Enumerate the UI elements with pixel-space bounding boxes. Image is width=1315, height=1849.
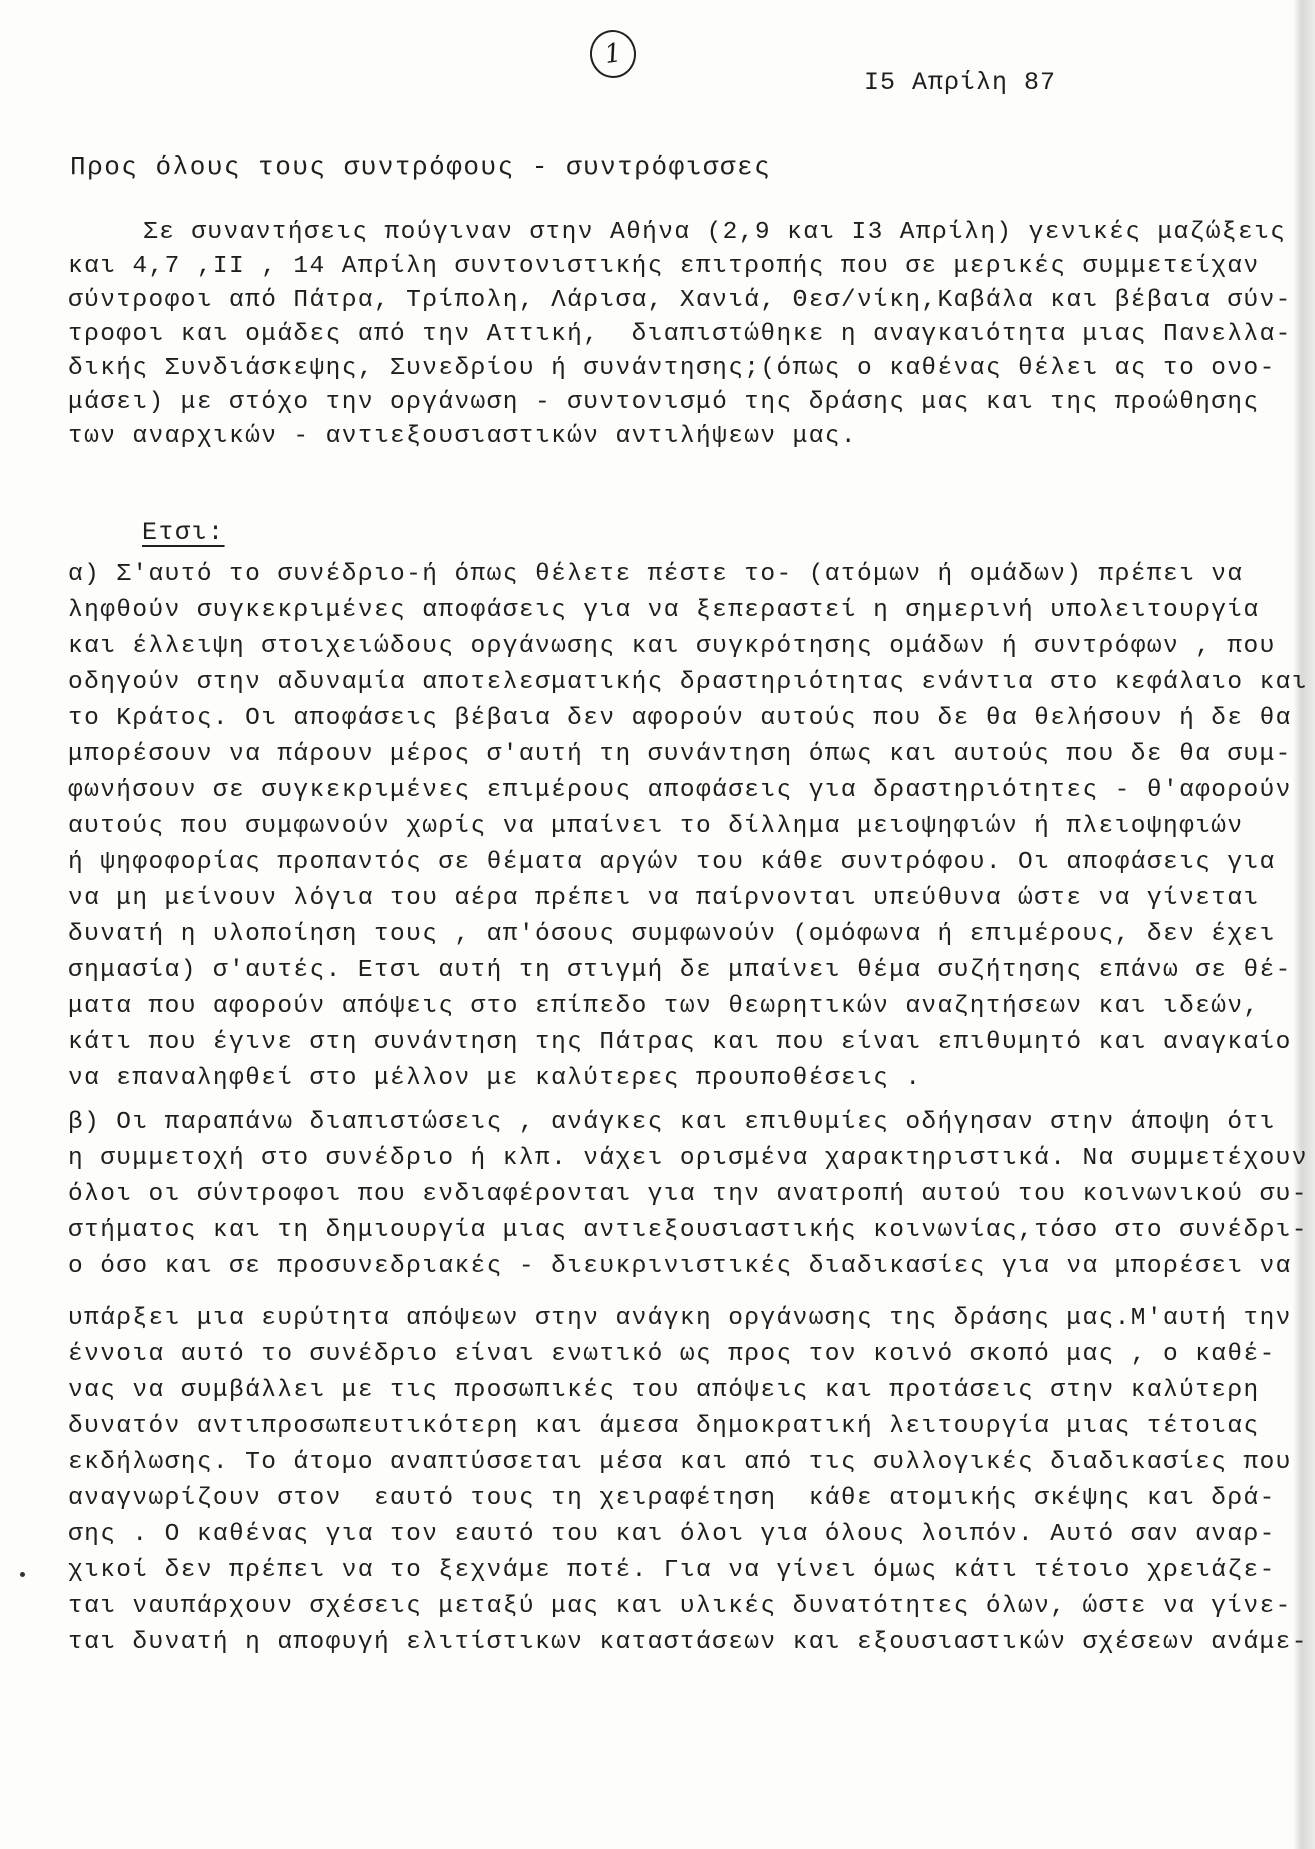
section-b-line: αναγνωρίζουν στον εαυτό τους τη χειραφέτηση κάθε ατομικής σκέψης και δρά- <box>68 1485 1276 1512</box>
section-a-line: αυτούς που συμφωνούν χωρίς να μπαίνει το δίλλημα μειοψηφιών ή πλειοψηφιών <box>68 813 1244 840</box>
section-b-line: ται δυνατή η αποφυγή ελιτίστικων καταστάσεων και εξουσιαστικών σχέσεων ανάμε- <box>68 1629 1308 1656</box>
intro-line: των αναρχικών - αντιεξουσιαστικών αντιλήψεων μας. <box>68 423 858 450</box>
intro-line: και 4,7 ,ΙΙ , 14 Απρίλη συντονιστικής επιτροπής που σε μερικές συμμετείχαν <box>68 253 1260 280</box>
intro-line: δικής Συνδιάσκεψης, Συνεδρίου ή συνάντησης;(όπως ο καθένας θέλει ας το ονο- <box>68 355 1276 382</box>
intro-line: τροφοι και ομάδες από την Αττική, διαπιστώθηκε η αναγκαιότητα μιας Πανελλα- <box>68 321 1292 348</box>
page-number-text: 1 <box>602 37 624 71</box>
section-a-line: σημασία) σ'αυτές. Ετσι αυτή τη στιγμή δε μπαίνει θέμα συζήτησης επάνω σε θέ- <box>68 957 1292 984</box>
section-a-line: μπορέσουν να πάρουν μέρος σ'αυτή τη συνάντηση όπως και αυτούς που δε θα συμ- <box>68 741 1292 768</box>
section-heading: Ετσι: <box>142 518 225 547</box>
intro-line: μάσει) με στόχο την οργάνωση - συντονισμό της δράσης μας και της προώθησης <box>68 389 1260 416</box>
section-b-line: νας να συμβάλλει με τις προσωπικές του απόψεις και προτάσεις στην καλύτερη <box>68 1377 1260 1404</box>
section-a-line: φωνήσουν σε συγκεκριμένες επιμέρους αποφάσεις για δραστηριότητες - θ'αφορούν <box>68 777 1292 804</box>
section-a-line: κάτι που έγινε στη συνάντηση της Πάτρας και που είναι επιθυμητό και αναγκαίο <box>68 1029 1292 1056</box>
section-a-line: ή ψηφοφορίας προπαντός σε θέματα αργών του κάθε συντρόφου. Οι αποφάσεις για <box>68 849 1276 876</box>
salutation: Προς όλους τους συντρόφους - συντρόφισσες <box>70 152 772 182</box>
section-b-line: χικοί δεν πρέπει να το ξεχνάμε ποτέ. Για να γίνει όμως κάτι τέτοιο χρειάζε- <box>68 1557 1276 1584</box>
section-a-line: α) Σ'αυτό το συνέδριο-ή όπως θέλετε πέστε το- (ατόμων ή ομάδων) πρέπει να <box>68 561 1244 588</box>
handwritten-page-number <box>587 27 639 81</box>
section-b-line: β) Οι παραπάνω διαπιστώσεις , ανάγκες και επιθυμίες οδήγησαν στην άποψη ότι <box>68 1109 1276 1136</box>
document-date: Ι5 Απρίλη 87 <box>864 68 1057 97</box>
intro-line: σύντροφοι από Πάτρα, Τρίπολη, Λάρισα, Χανιά, Θεσ/νίκη,Καβάλα και βέβαια σύν- <box>68 287 1292 314</box>
section-a-line: δυνατή η υλοποίηση τους , απ'όσους συμφωνούν (ομόφωνα ή επιμέρους, δεν έχει <box>68 921 1276 948</box>
section-b-line: η συμμετοχή στο συνέδριο ή κλπ. νάχει ορισμένα χαρακτηριστικά. Να συμμετέχουν <box>68 1145 1308 1172</box>
section-b-line: έννοια αυτό το συνέδριο είναι ενωτικό ως προς τον κοινό σκοπό μας , ο καθέ- <box>68 1341 1276 1368</box>
section-b-line: σης . Ο καθένας για τον εαυτό του και όλοι για όλους λοιπόν. Αυτό σαν αναρ- <box>68 1521 1276 1548</box>
section-b-line: όλοι οι σύντροφοι που ενδιαφέρονται για την ανατροπή αυτού του κοινωνικού συ- <box>68 1181 1308 1208</box>
section-b-line: δυνατόν αντιπροσωπευτικότερη και άμεσα δημοκρατική λειτουργία μιας τέτοιας <box>68 1413 1260 1440</box>
section-a-line: να μη μείνουν λόγια του αέρα πρέπει να παίρνονται υπεύθυνα ώστε να γίνεται <box>68 885 1260 912</box>
section-b-line: στήματος και τη δημιουργία μιας αντιεξουσιαστικής κοινωνίας,τόσο στο συνέδρι- <box>68 1217 1308 1244</box>
section-a-line: οδηγούν στην αδυναμία αποτελεσματικής δραστηριότητας ενάντια στο κεφάλαιο και <box>68 669 1308 696</box>
section-a-line: το Κράτος. Οι αποφάσεις βέβαια δεν αφορούν αυτούς που δε θα θελήσουν ή δε θα <box>68 705 1292 732</box>
paper-blemish <box>20 1572 25 1577</box>
section-b-line: ο όσο και σε προσυνεδριακές - διευκρινιστικές διαδικασίες για να μπορέσει να <box>68 1253 1292 1280</box>
section-a-line: και έλλειψη στοιχειώδους οργάνωσης και συγκρότησης ομάδων ή συντρόφων , που <box>68 633 1276 660</box>
section-a-line: ματα που αφορούν απόψεις στο επίπεδο των θεωρητικών αναζητήσεων και ιδεών, <box>68 993 1260 1020</box>
section-a-line: να επαναληφθεί στο μέλλον με καλύτερες προυποθέσεις . <box>68 1065 922 1092</box>
section-a-line: ληφθούν συγκεκριμένες αποφάσεις για να ξεπεραστεί η σημερινή υπολειτουργία <box>68 597 1260 624</box>
intro-line: Σε συναντήσεις πούγιναν στην Αθήνα (2,9 και Ι3 Απρίλη) γενικές μαζώξεις <box>143 219 1287 246</box>
section-b-line: εκδήλωσης. Το άτομο αναπτύσσεται μέσα και από τις συλλογικές διαδικασίες που <box>68 1449 1292 1476</box>
page-edge-shadow <box>1293 0 1315 1849</box>
section-b-line: υπάρξει μια ευρύτητα απόψεων στην ανάγκη οργάνωσης της δράσης μας.Μ'αυτή την <box>68 1305 1292 1332</box>
section-b-line: ται ναυπάρχουν σχέσεις μεταξύ μας και υλικές δυνατότητες όλων, ώστε να γίνε- <box>68 1593 1292 1620</box>
